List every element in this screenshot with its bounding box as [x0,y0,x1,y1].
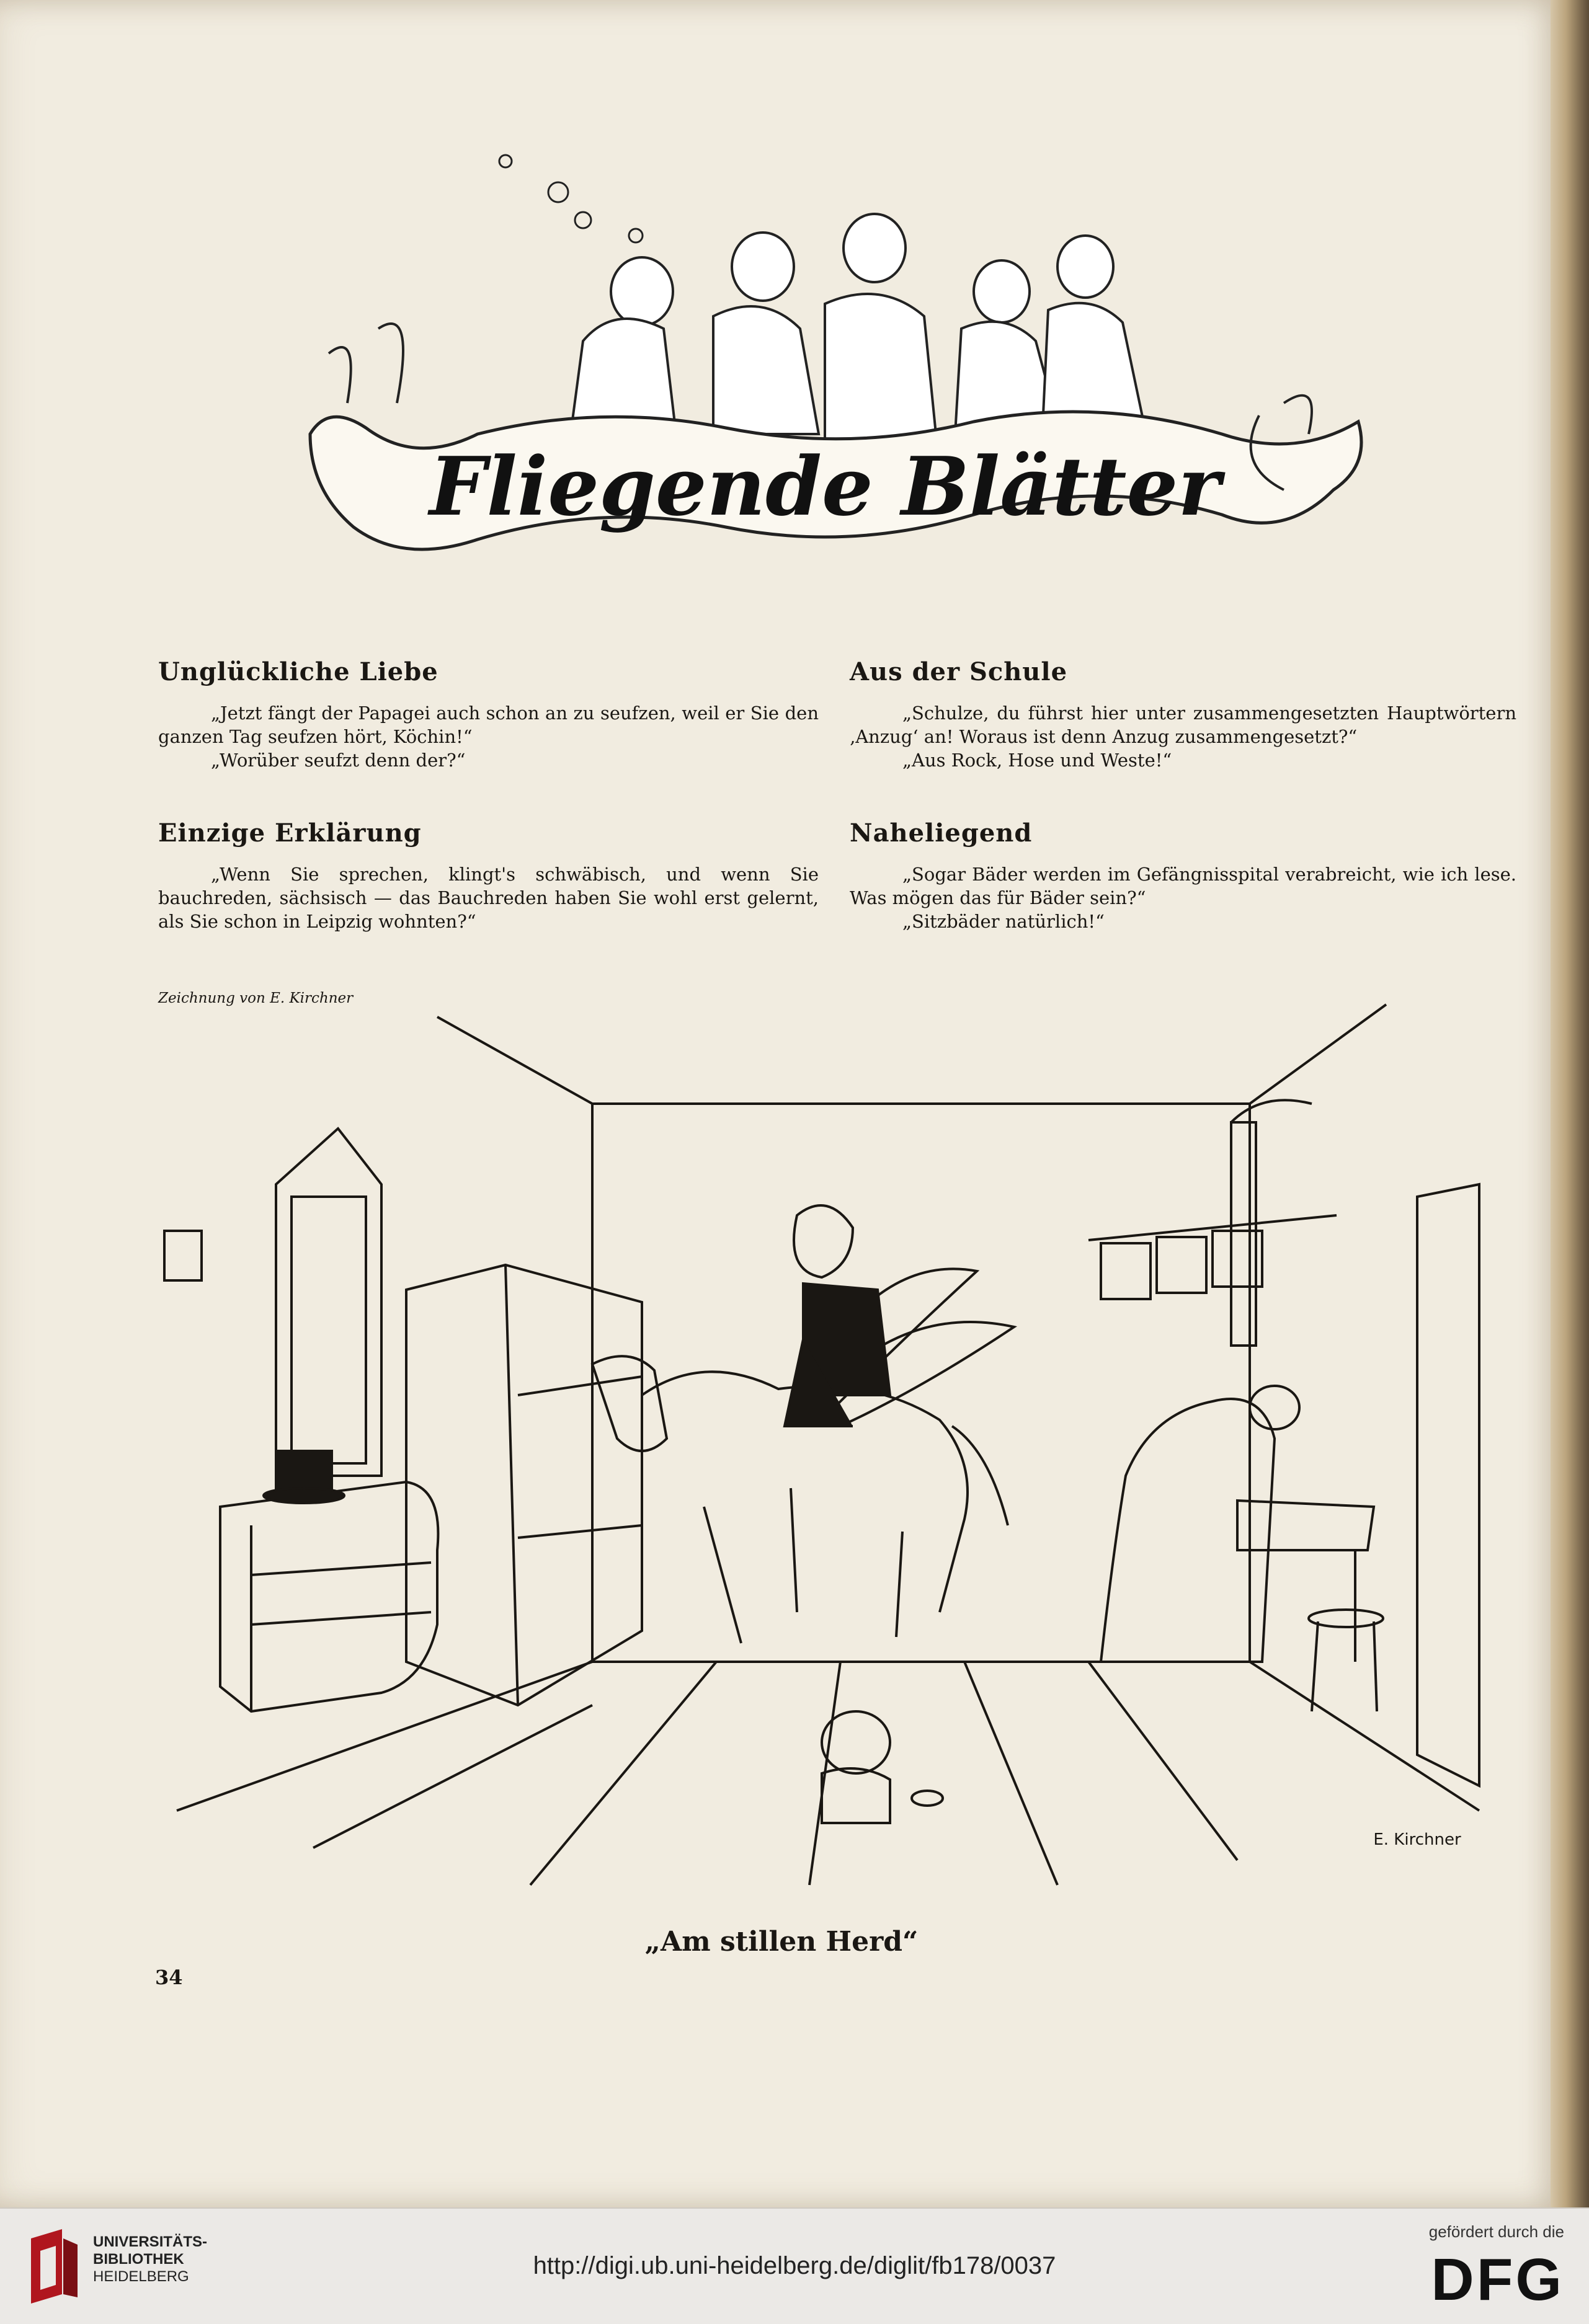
illustration-caption: „Am stillen Herd“ [644,1926,919,1958]
paragraph: „Sitzbäder natürlich!“ [902,911,1105,932]
section-aus-der-schule [850,657,1516,772]
paragraph: „Schulze, du führst hier unter zusammengesetzten Hauptwörtern ‚Anzug‘ an! Woraus ist denn Anzug zusammengesetzt?“ [850,703,1516,747]
masthead-title: Fliegende Blätter [429,439,1221,534]
funding-label: gefördert durch die [1428,2222,1564,2241]
paragraph: „Aus Rock, Hose und Weste!“ [902,750,1172,771]
library-line-3: HEIDELBERG [93,2268,189,2285]
section-title: Naheliegend [850,818,1033,848]
section-einzige-erklaerung [158,818,819,933]
section-title: Aus der Schule [850,657,1068,686]
paragraph: „Sogar Bäder werden im Gefängnisspital verabreicht, wie ich lese. Was mögen das für Bäder sein?“ [850,864,1516,908]
cartoon-drawing [158,992,1510,1891]
paragraph: „Worüber seufzt denn der?“ [211,750,466,771]
section-title: Unglückliche Liebe [158,657,438,686]
masthead-drawing [292,143,1371,614]
paragraph: „Wenn Sie sprechen, klingt's schwäbisch, und wenn Sie bauchreden, sächsisch — das Bauchreden haben Sie wohl erst gelernt, als Sie schon in Leipzig wohnten?“ [158,864,819,932]
library-line-1: UNIVERSITÄTS- [93,2233,208,2250]
artist-signature: E. Kirchner [1373,1830,1461,1849]
cartoon-illustration [158,992,1510,1891]
section-unglueckliche-liebe [158,657,819,772]
page-number: 34 [155,1966,183,1989]
footer-bar [0,2207,1589,2324]
masthead-illustration [292,143,1371,614]
dfg-logo[interactable]: DFG [1431,2246,1564,2313]
drawing-credit: Zeichnung von E. Kirchner [158,990,354,1006]
section-title: Einzige Erklärung [158,818,422,848]
section-naheliegend [850,818,1516,933]
library-line-2: BIBLIOTHEK [93,2251,184,2268]
page-edge [1551,0,1589,2207]
paragraph: „Jetzt fängt der Papagei auch schon an zu seufzen, weil er Sie den ganzen Tag seufzen hört, Köchin!“ [158,703,819,747]
permalink-url[interactable]: http://digi.ub.uni-heidelberg.de/diglit/fb178/0037 [533,2252,1056,2279]
